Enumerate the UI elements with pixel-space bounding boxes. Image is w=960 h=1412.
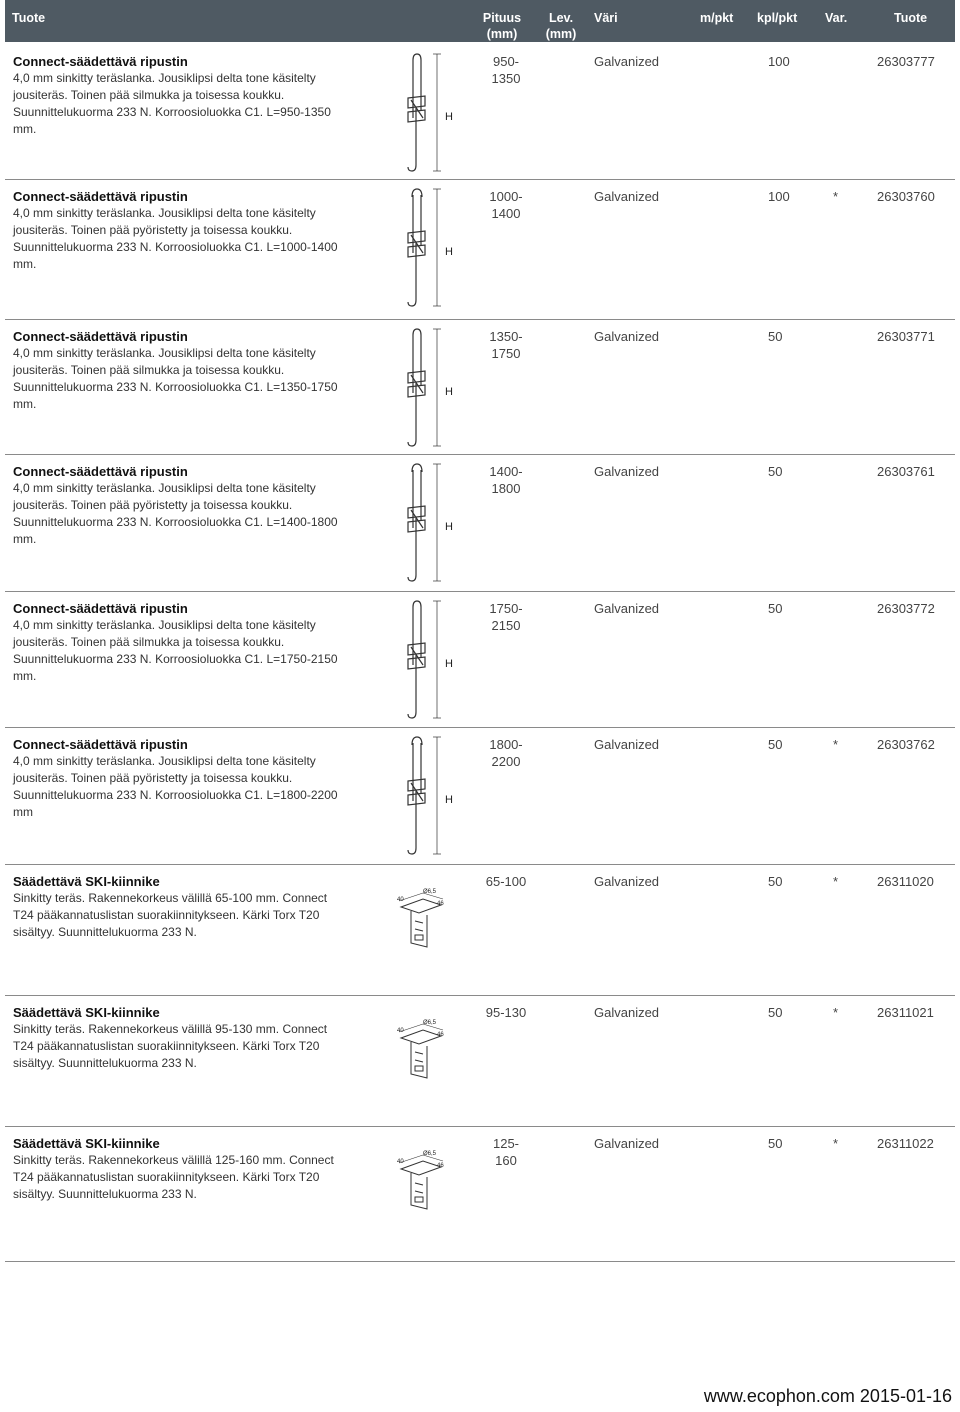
product-figure xyxy=(403,460,483,590)
header-var: Var. xyxy=(825,11,848,25)
product-length: 125- 160 xyxy=(492,1136,520,1168)
product-variant: * xyxy=(833,737,839,752)
product-title: Connect-säädettävä ripustin xyxy=(13,54,188,69)
product-variant: * xyxy=(833,874,839,889)
product-title: Connect-säädettävä ripustin xyxy=(13,601,188,616)
product-title: Säädettävä SKI-kiinnike xyxy=(13,1136,160,1151)
product-figure xyxy=(403,50,483,180)
product-length: 65-100 xyxy=(485,874,527,889)
product-code: 26303761 xyxy=(877,464,935,479)
product-color: Galvanized xyxy=(594,737,660,752)
dimension-h-label: H xyxy=(445,246,453,258)
product-length: 1400- 1800 xyxy=(489,464,523,496)
dimension-label: Ø6,5 xyxy=(423,1020,437,1026)
product-quantity: 50 xyxy=(768,737,783,752)
hanger-hook-icon xyxy=(403,460,483,585)
product-description: 4,0 mm sinkitty teräslanka. Jousiklipsi delta tone käsitelty jousiteräs. Toinen pää pyöristetty ja toisessa koukku. Suunnittelukuorma 233 N. Korroosioluokka C1. L=1400-1800 mm. xyxy=(13,481,338,546)
product-length: 950- 1350 xyxy=(491,54,521,86)
product-quantity: 50 xyxy=(768,464,783,479)
header-m-per-pkt: m/pkt xyxy=(700,11,734,25)
product-quantity: 50 xyxy=(768,601,783,616)
product-row xyxy=(5,592,955,728)
product-quantity: 50 xyxy=(768,1005,783,1020)
header-product: Tuote xyxy=(12,11,46,25)
product-row xyxy=(5,45,955,180)
product-quantity: 50 xyxy=(768,329,783,344)
product-quantity: 50 xyxy=(768,874,783,889)
hanger-hook-icon xyxy=(403,733,483,858)
product-color: Galvanized xyxy=(594,464,660,479)
product-title: Connect-säädettävä ripustin xyxy=(13,189,188,204)
product-title: Säädettävä SKI-kiinnike xyxy=(13,1005,160,1020)
dimension-label: 46 xyxy=(437,901,444,907)
dimension-label: Ø6,5 xyxy=(423,1151,437,1157)
dimension-label: Ø6,5 xyxy=(423,889,437,895)
product-code: 26303762 xyxy=(877,737,935,752)
header-code: Tuote xyxy=(894,11,928,25)
dimension-h-label: H xyxy=(445,521,453,533)
product-row xyxy=(5,1127,955,1262)
product-quantity: 100 xyxy=(768,189,790,204)
header-color: Väri xyxy=(594,11,618,25)
product-title: Connect-säädettävä ripustin xyxy=(13,329,188,344)
product-row xyxy=(5,728,955,865)
header-length: Pituus (mm) xyxy=(482,11,522,41)
product-length: 1000- 1400 xyxy=(489,189,523,221)
product-description: 4,0 mm sinkitty teräslanka. Jousiklipsi delta tone käsitelty jousiteräs. Toinen pää pyöristetty ja toisessa koukku. Suunnittelukuorma 233 N. Korroosioluokka C1. L=1000-1400 mm. xyxy=(13,206,338,271)
product-color: Galvanized xyxy=(594,54,660,69)
header-width: Lev. (mm) xyxy=(545,11,577,41)
dimension-h-label: H xyxy=(445,658,453,670)
hanger-hook-icon xyxy=(403,325,483,450)
product-color: Galvanized xyxy=(594,601,660,616)
product-length: 1800- 2200 xyxy=(489,737,523,769)
product-description: 4,0 mm sinkitty teräslanka. Jousiklipsi delta tone käsitelty jousiteräs. Toinen pää pyöristetty ja toisessa koukku. Suunnittelukuorma 233 N. Korroosioluokka C1. L=1800-2200 mm xyxy=(13,754,338,819)
product-code: 26303777 xyxy=(877,54,935,69)
footer-text: www.ecophon.com 2015-01-16 xyxy=(703,1386,952,1406)
product-quantity: 100 xyxy=(768,54,790,69)
product-code: 26311021 xyxy=(877,1005,934,1020)
product-length: 1750- 2150 xyxy=(489,601,523,633)
product-row xyxy=(5,320,955,455)
dimension-label: 40 xyxy=(397,1159,404,1165)
product-length: 95-130 xyxy=(485,1005,527,1020)
product-row xyxy=(5,996,955,1127)
product-color: Galvanized xyxy=(594,874,660,889)
product-color: Galvanized xyxy=(594,1136,660,1151)
product-row xyxy=(5,865,955,996)
product-code: 26303760 xyxy=(877,189,935,204)
dimension-label: 40 xyxy=(397,1028,404,1034)
product-figure xyxy=(393,1147,463,1222)
hanger-hook-icon xyxy=(403,597,483,722)
ski-bracket-icon xyxy=(393,885,463,955)
product-row xyxy=(5,455,955,592)
hanger-hook-icon xyxy=(403,185,483,310)
dimension-label: 40 xyxy=(397,897,404,903)
hanger-hook-icon xyxy=(403,50,483,175)
product-figure xyxy=(403,733,483,863)
product-length: 1350- 1750 xyxy=(489,329,523,361)
product-description: Sinkitty teräs. Rakennekorkeus välillä 95-130 mm. Connect T24 pääkannatuslistan suorakiinnitykseen. Kärki Torx T20 sisältyy. Suunnittelukuorma 233 N. xyxy=(13,1022,328,1070)
dimension-h-label: H xyxy=(445,386,453,398)
product-figure xyxy=(393,1016,463,1091)
product-variant: * xyxy=(833,1005,839,1020)
product-figure xyxy=(393,885,463,960)
product-code: 26311022 xyxy=(877,1136,934,1151)
product-code: 26303771 xyxy=(877,329,935,344)
product-variant: * xyxy=(833,1136,839,1151)
ski-bracket-icon xyxy=(393,1147,463,1217)
dimension-label: 46 xyxy=(437,1032,444,1038)
header-pcs-per-pkt: kpl/pkt xyxy=(757,11,798,25)
product-color: Galvanized xyxy=(594,1005,660,1020)
dimension-label: 46 xyxy=(437,1163,444,1169)
product-figure xyxy=(403,185,483,315)
product-title: Connect-säädettävä ripustin xyxy=(13,464,188,479)
product-figure xyxy=(403,325,483,455)
product-description: 4,0 mm sinkitty teräslanka. Jousiklipsi delta tone käsitelty jousiteräs. Toinen pää silmukka ja toisessa koukku. Suunnittelukuorma 233 N. Korroosioluokka C1. L=1350-1750 mm. xyxy=(13,346,338,411)
product-title: Connect-säädettävä ripustin xyxy=(13,737,188,752)
dimension-h-label: H xyxy=(445,111,453,123)
product-code: 26303772 xyxy=(877,601,935,616)
dimension-h-label: H xyxy=(445,794,453,806)
product-quantity: 50 xyxy=(768,1136,783,1151)
ski-bracket-icon xyxy=(393,1016,463,1086)
product-variant: * xyxy=(833,189,839,204)
product-color: Galvanized xyxy=(594,189,660,204)
table-header xyxy=(5,0,955,42)
product-color: Galvanized xyxy=(594,329,660,344)
product-row xyxy=(5,180,955,320)
product-title: Säädettävä SKI-kiinnike xyxy=(13,874,160,889)
product-code: 26311020 xyxy=(877,874,934,889)
product-description: 4,0 mm sinkitty teräslanka. Jousiklipsi delta tone käsitelty jousiteräs. Toinen pää silmukka ja toisessa koukku. Suunnittelukuorma 233 N. Korroosioluokka C1. L=950-1350 mm. xyxy=(13,71,331,136)
product-figure xyxy=(403,597,483,727)
product-description: 4,0 mm sinkitty teräslanka. Jousiklipsi delta tone käsitelty jousiteräs. Toinen pää silmukka ja toisessa koukku. Suunnittelukuorma 233 N. Korroosioluokka C1. L=1750-2150 mm. xyxy=(13,618,338,683)
product-description: Sinkitty teräs. Rakennekorkeus välillä 125-160 mm. Connect T24 pääkannatuslistan suorakiinnitykseen. Kärki Torx T20 sisältyy. Suunnittelukuorma 233 N. xyxy=(13,1153,334,1201)
product-description: Sinkitty teräs. Rakennekorkeus välillä 65-100 mm. Connect T24 pääkannatuslistan suorakiinnitykseen. Kärki Torx T20 sisältyy. Suunnittelukuorma 233 N. xyxy=(13,891,328,939)
row-divider xyxy=(5,1261,955,1262)
